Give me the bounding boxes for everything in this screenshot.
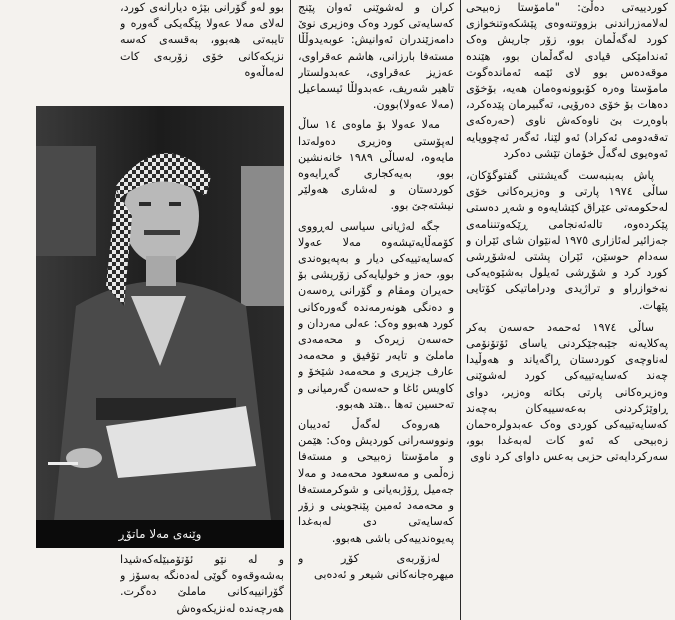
- column-rule-left: [290, 0, 291, 620]
- article-column-left-top: [120, 0, 284, 94]
- article-column-middle: [298, 0, 454, 620]
- paragraph: لەزۆربەی کۆڕ و میهرەجانەکانی شیعر و ئەدەبی: [298, 551, 454, 581]
- paragraph: هەروەک لەگەڵ ئەدیبان ونووسەرانی کوردیش وەک: هێمن و مامۆستا زەبیحی و مستەفا زەڵمی و مەسعود محەمەد و مەلا جەمیل ڕۆژبەیانی و شوکرمستەفا و محەمەد ئەمین پێنجوینی و زۆر کەسایەتی دی لەبەغدا پەیوەندییەکی باشی هەبوو.: [298, 418, 454, 545]
- photo-caption: وێنەی مەلا ماتۆڕ: [36, 520, 284, 548]
- paragraph: ساڵی ١٩٧٤ ئەحمەد حەسەن بەکر پەکلایەنە جێبەجێکردنی یاسای ئۆتۆنۆمی لەناوچەی کوردستان ڕاگەیاند و هەوڵیدا چەند کەسایەتییەکی کورد لەشوێنی وەزیرەکانی پارتی بکاتە وەزیر، دوای ڕاوێژکردنی بەعەسییەکان بەچەند کەسایەتییەکی کوردی وەک عەبدولرەحمان زەبیحی کە ئەو کات لەبەغدا بوو، سەرکردایەتی حزبی بەعس داوای کرد ناوی: [466, 320, 668, 464]
- article-column-left-bottom: [120, 552, 284, 620]
- column-rule-right: [460, 0, 461, 620]
- portrait-image: [36, 106, 284, 548]
- article-column-right: [466, 0, 668, 620]
- paragraph: جگە لەژیانی سیاسی لەڕووی کۆمەڵایەتیشەوە مەلا عەولا کەسایەتییەکی دیار و بەپەیوەندی بوو، حەز و خولیایەکی زۆریشی بۆ حەیران ومقام و گۆرانی ڕەسەن و دەنگی هونەرمەندە گەورەکانی کورد هەبوو وەک: عەلی مەردان و حەسەن زیرەک و محەمەدی ماملێ و تایەر تۆفیق و محەمەد عارف جزیری و محەمەد شێخۆ و کاویس ئاغا و حەسەن گەرمیانی و تەحسین تەها ..هتد هەبوو.: [298, 219, 454, 411]
- paragraph: پاش بەبنبەست گەیشتنی گفتوگۆکان، ساڵی ١٩٧٤ پارتی و وەزیرەکانی خۆی لەحکومەتی عێراق کێشایەوە و شەڕ دەستی پێکردەوە، تالەئەنجامی ڕێکەوتننامەی جەزائیر لەئازاری ١٩٧٥ لەنێوان شای ئێران و سەدام حوسێن، ئێران پشتی لەشۆڕشی کورد کرد و شۆڕشی ئەیلول بەشێوەیەکی نەخوازراو و تراژیدی ودراماتیکی کۆتایی پێهات.: [466, 169, 668, 312]
- paragraph: کران و لەشوێنی ئەوان پێنج کەسایەتی کورد وەک وەزیری نوێ دامەزێندران ئەوانیش: عوبەیدوڵڵا مستەفا بارزانی، هاشم عەقراوی، عەزیز عەقراوی، عەبدولستار تاهیر شەریف، عەبدولڵا ئیسماعیل (مەلا عەولا)بوون.: [298, 1, 454, 112]
- paragraph: بوو لەو گۆرانی بێژە دیارانەی کورد، لەلای مەلا عەولا پێگەیکی گەورە و تایبەتی هەبوو، بەقسەی کەسە نزیکەکانی خۆی زۆربەی کات لەماڵەوە: [120, 1, 284, 79]
- paragraph: کوردییەتی دەڵێ: "مامۆستا زەبیحی لەلامەزراندنی بزووتنەوەی پێشکەوتنخوازی کورد لەگەڵمان بوو، زۆر جاریش وەک ئەندامێکی قیادی لەگەڵمان بوو، هێندە موقەدەس بوو لای ئێمە ئەماندەگوت مامۆستا وەرە کۆبوونەوەمان هەیە، بۆخۆی دەهات بۆ خۆی دەرۆیی، تەگبیرمان پێدەکرد، باوەڕت بێ ناوەکەش ناوی (حەرەکەی تەقەدومی ئەکراد) ئەو لێنا، ئەگەر ئەچوویایە ئەوەیوی لەگەڵ خۆمان تێشی دەکرد: [466, 1, 668, 160]
- paragraph: مەلا عەولا بۆ ماوەی ١٤ ساڵ لەپۆستی وەزیری دەولەتدا مایەوە، لەساڵی ١٩٨٩ خانەنشین بوو، بەیەکجاری گەڕایەوە کوردستان و لەشاری هەولێر نیشتەجێ بوو.: [298, 118, 454, 213]
- portrait-photo: [36, 106, 284, 548]
- paragraph: و لە نێو ئۆتۆمبێلەکەشیدا بەشەوقەوە گوێی لەدەنگە بەسۆز و گۆرانییەکانی ماملێ دەگرت. هەرچەندە لەنزیکەوەش: [120, 553, 284, 615]
